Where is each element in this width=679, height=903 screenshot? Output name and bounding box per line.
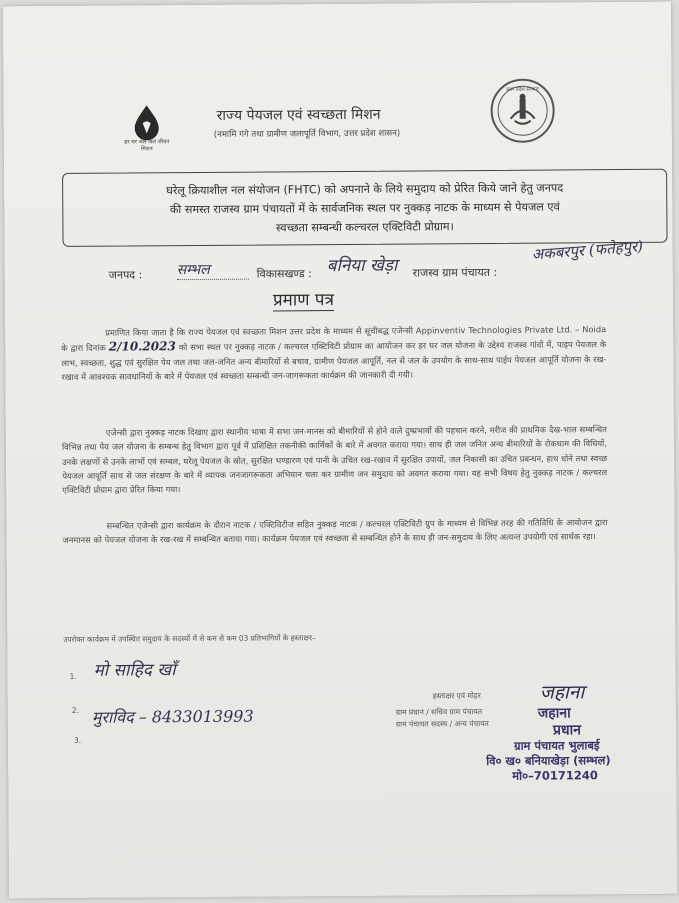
paragraph-1-part-a: प्रमाणित किया जाता है कि राज्य पेयजल एवं स्वच्छता मिशन उत्तर प्रदेश के माध्यम से सूचीबद्ध एजेन्सी Appinventiv Technologies Private Ltd. – Noida के द्वारा दिनांक — [61, 324, 607, 354]
document-sheet — [3, 2, 677, 899]
attendee-1-name: मो साहिद खाँ — [93, 660, 176, 681]
stamp-name: जहाना — [537, 705, 571, 722]
attendee-2-name: मुराविद – 8433013993 — [91, 706, 254, 727]
attendee-number-1: 1. — [69, 671, 77, 681]
stamp-phone: मो०–70171240 — [512, 768, 598, 783]
paragraph-1 — [61, 322, 606, 384]
block-label: विकासखण्ड : — [256, 267, 312, 281]
pradhan-signature: जहाना — [539, 681, 585, 704]
seal-text: उत्तर प्रदेश सरकार — [505, 86, 539, 93]
signatory-role-1: ग्राम प्रधान / सचिव ग्राम पंचायत — [395, 707, 483, 717]
attendees-intro: उपरोक्त कार्यक्रम में उपस्थित समुदाय के सदस्यों में से कम से कम 03 प्रतिभागियों के हस्ताक्षर– — [63, 633, 316, 644]
logo-caption: हर घर जल जल जीवन मिशन — [124, 139, 170, 153]
stamp-panchayat: ग्राम पंचायत भुलाबई — [514, 738, 600, 753]
attendee-number-3: 3. — [73, 735, 82, 745]
paragraph-3: सम्बन्धित एजेन्सी द्वारा कार्यक्रम के दौरान नाटक / एक्टिविटीज सहित नुक्कड़ नाटक / कल्चरल एक्टिविटी ग्रुप के माध्यम से विभिन्न तरह की गतिविधि के आयोजन द्वारा जनमानस को पेयजल योजना के रख-रख में सम्बन्धित बताया गया। कार्यक्रम पेयजल एवं स्वच्छता से सम्बन्धित होने के साथ ही जन-समुदाय के लिए अत्यन्त उपयोगी एवं सार्थक रहा। — [62, 517, 608, 546]
program-description-box — [62, 169, 668, 247]
paragraph-2: एजेन्सी द्वारा नुक्कड़ नाटक दिखाए द्वारा स्थानीय भाषा में सभा जन-मानस को बीमारियों से होने वाले दुष्प्रभावों की पहचान करने, मरीज की प्राथमिक देख-भाल सम्बन्धित विभिन्न तथा पेय जल योजना के सम्बन्ध हेतु विभाग द्वारा पूर्व में प्रशिक्षित तकनीकी कार्मिकों के बारे में अवगत कराया गया। साथ ही जल जनित अन्य बीमारियों के रोकथाम की विधियों, उनके लक्षणों से उनके लाभों एवं सम्बल, घरेलू पेयजल के स्रोत, सुरक्षित भण्डारण एवं पानी के उचित रख-रखाव में सुरक्षित उपायों, जल निकासी का उचित प्रबन्धन, हाथ धोने तथा स्वच्छ पेयजल आपूर्ति साथ से जल संरक्षण के बारे में व्यापक जनजागरूकता अभियान चला कर ग्रामीण जन समुदाय को अवगत कराया गया। यह सभी विषय हेतु नुक्कड़ नाटक / कल्चरल एक्टिविटी प्रोग्राम द्वारा प्रेरित किया गया। — [61, 424, 608, 496]
district-value: सम्भल — [177, 260, 249, 281]
program-line-1: घरेलू क्रियाशील नल संयोजन (FHTC) को अपनाने के लिये समुदाय को प्रेरित किये जाने हेतु जनपद — [166, 181, 564, 198]
up-government-seal-icon — [490, 78, 554, 142]
certificate-title: प्रमाण पत्र — [272, 290, 335, 311]
village-value: अकबरपुर (फतेहपुर) — [531, 237, 644, 264]
district-label: जनपद : — [108, 268, 143, 282]
program-line-2: की समस्त राजस्व ग्राम पंचायतों में के सार्वजनिक स्थल पर नुक्कड़ नाटक के माध्यम से पेयजल एवं — [169, 200, 560, 217]
signatory-role-2: ग्राम पंचायत सदस्य / अन्य पंचायत — [395, 718, 489, 729]
signature-label: हस्ताक्षर एवं मोहर — [432, 691, 481, 701]
block-value: बनिया खेड़ा — [326, 255, 398, 277]
village-label: राजस्व ग्राम पंचायत : — [412, 265, 498, 280]
paragraph-1-part-b: को सभा स्थल पर नुक्कड़ नाटक / कल्चरल एक्टिविटी प्रोग्राम का आयोजन कर हर घर जल योजना के उद्देश्य राजस्व गांवों में, पाइप पेयजल के लाभ, स्वच्छता, शुद्ध एवं सुरक्षित पेय जल तथा जल-जनित अन्य बीमारियों से बचाव, ग्रामीण पेयजल आपूर्ति, नल से जल के उपयोग के साथ-साथ पाईप पेयजल आपूर्ति योजना के रख-रखाव में आवश्यक सावधानियों के बारे में पेयजल एवं स्वच्छता सम्बन्धी जन-जागरूकता कार्यक्रम की जानकारी दी गयी। — [61, 339, 607, 382]
attendee-number-2: 2. — [71, 705, 79, 715]
stamp-title: प्रधान — [552, 722, 582, 739]
stamp-block: वि० ख० बनियाखेड़ा (सम्भल) — [486, 753, 611, 768]
mission-title: राज्य पेयजल एवं स्वच्छता मिशन — [216, 106, 381, 124]
program-date: 2/10.2023 — [108, 339, 176, 354]
program-line-3: स्वच्छता सम्बन्धी कल्चरल एक्टिविटी प्रोग्राम। — [275, 220, 454, 235]
mission-subtitle: (नमामि गंगे तथा ग्रामीण जलापूर्ति विभाग, उत्तर प्रदेश शासन) — [213, 128, 401, 140]
